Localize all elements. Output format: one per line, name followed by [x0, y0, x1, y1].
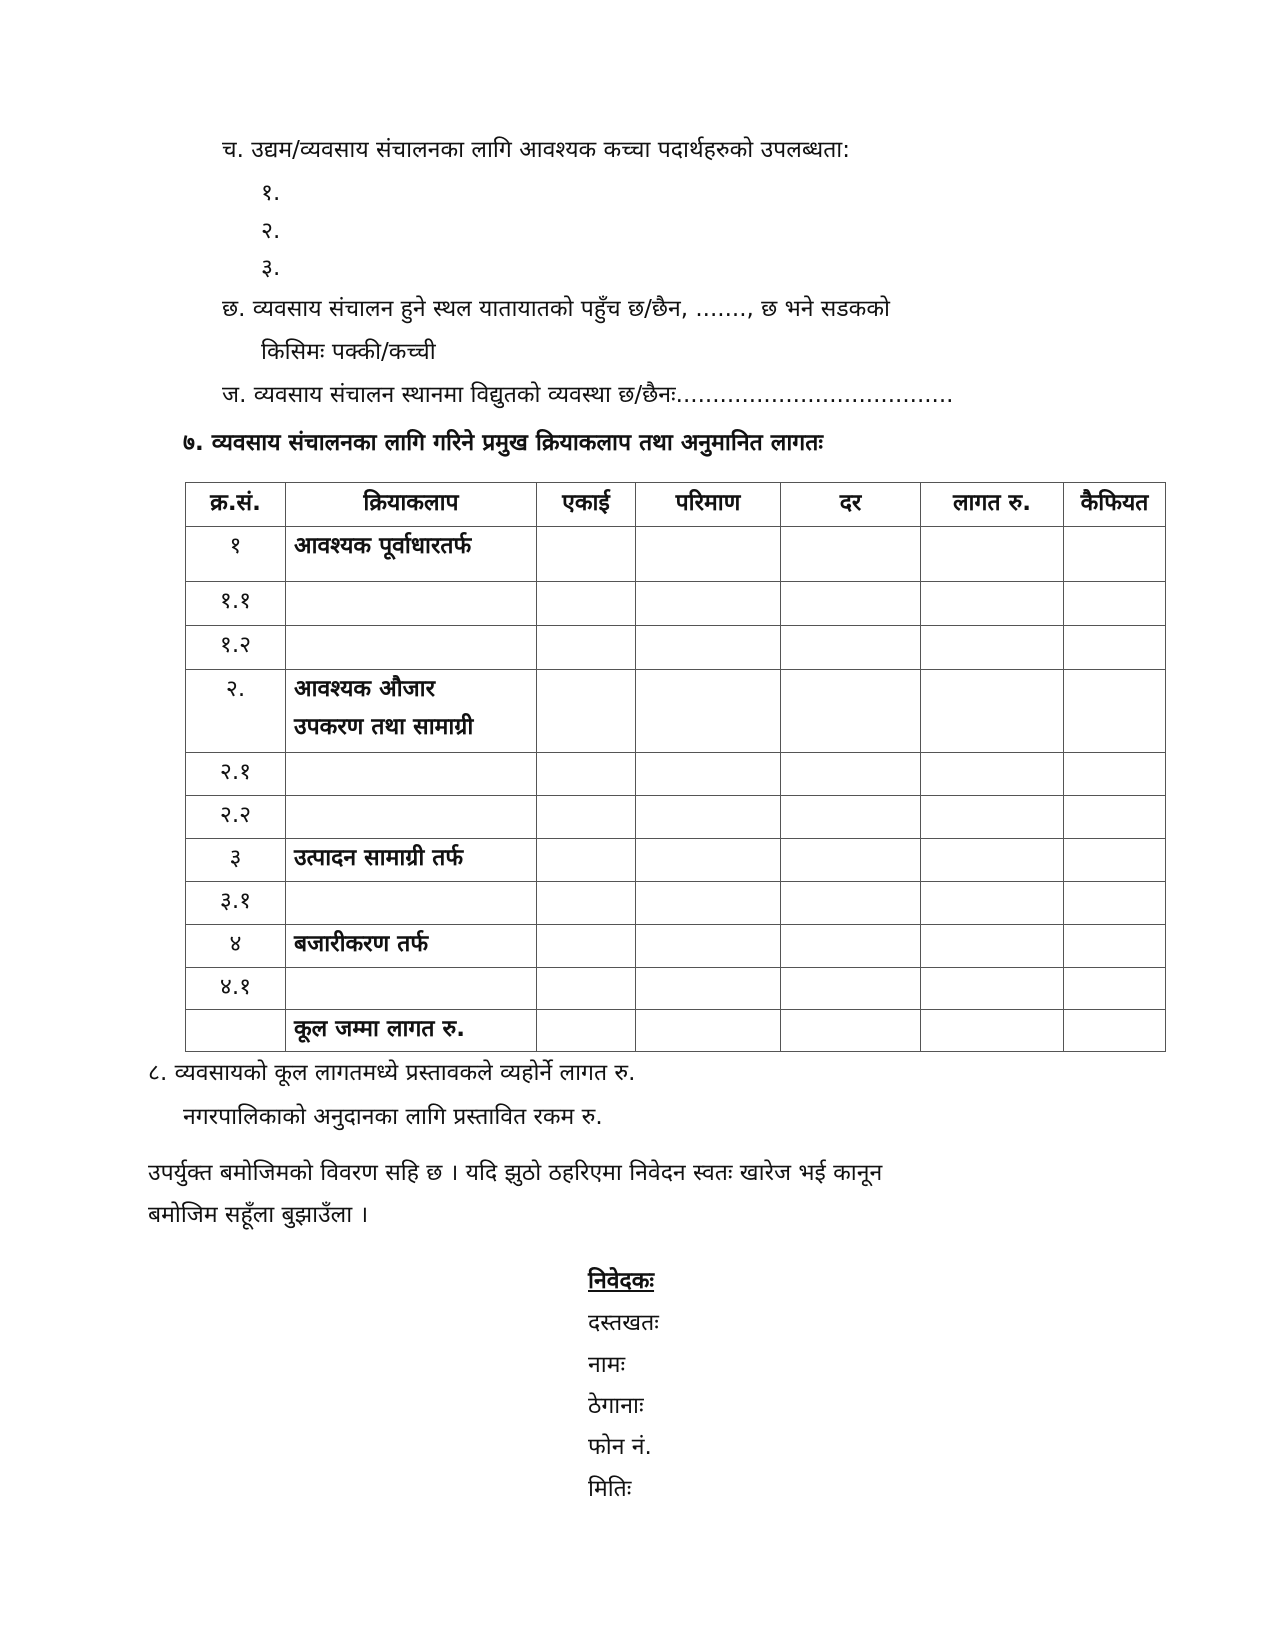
- cell-activity[interactable]: [286, 968, 537, 1010]
- table-row: [186, 527, 1166, 582]
- header-quantity: परिमाण: [636, 483, 781, 527]
- cell-quantity[interactable]: [636, 626, 781, 670]
- cell-serial-number: २.१: [186, 753, 286, 796]
- header-rate: दर: [781, 483, 921, 527]
- cell-unit[interactable]: [537, 527, 636, 582]
- cell-rate[interactable]: [781, 1010, 921, 1052]
- cell-quantity[interactable]: [636, 670, 781, 753]
- declaration-line-2: बमोजिम सहूँला बुझाउँला ।: [148, 1202, 369, 1228]
- cell-quantity[interactable]: [636, 753, 781, 796]
- cell-activity: आवश्यक पूर्वाधारतर्फ: [286, 527, 537, 582]
- cell-rate[interactable]: [781, 670, 921, 753]
- header-unit: एकाई: [537, 483, 636, 527]
- total-cost-label: कूल जम्मा लागत रु.: [286, 1010, 537, 1052]
- cell-serial-number: १.२: [186, 626, 286, 670]
- cell-cost[interactable]: [921, 796, 1064, 839]
- table-row: [186, 882, 1166, 925]
- cell-unit[interactable]: [537, 925, 636, 968]
- cell-unit[interactable]: [537, 753, 636, 796]
- cell-activity: उत्पादन सामाग्री तर्फ: [286, 839, 537, 882]
- cell-cost[interactable]: [921, 626, 1064, 670]
- cell-remarks[interactable]: [1064, 925, 1166, 968]
- cell-serial-number: ४.१: [186, 968, 286, 1010]
- cell-cost[interactable]: [921, 839, 1064, 882]
- cell-quantity[interactable]: [636, 796, 781, 839]
- cell-remarks[interactable]: [1064, 626, 1166, 670]
- cell-rate[interactable]: [781, 968, 921, 1010]
- table-row: [186, 753, 1166, 796]
- cell-cost[interactable]: [921, 925, 1064, 968]
- cell-rate[interactable]: [781, 753, 921, 796]
- cell-remarks[interactable]: [1064, 1010, 1166, 1052]
- cell-quantity[interactable]: [636, 1010, 781, 1052]
- cell-remarks[interactable]: [1064, 670, 1166, 753]
- cell-activity[interactable]: [286, 582, 537, 626]
- activities-cost-table: [185, 482, 1166, 1052]
- cell-remarks[interactable]: [1064, 753, 1166, 796]
- electricity-availability-label: ज. व्यवसाय संचालन स्थानमा विद्युतको व्यवस्था छ/छैनः......................................: [222, 382, 954, 408]
- cell-cost[interactable]: [921, 753, 1064, 796]
- table-total-row: [186, 1010, 1166, 1052]
- header-remarks: कैफियत: [1064, 483, 1166, 527]
- cell-cost[interactable]: [921, 670, 1064, 753]
- cell-serial-number: १: [186, 527, 286, 582]
- cell-serial-number: [186, 1010, 286, 1052]
- cell-activity: बजारीकरण तर्फ: [286, 925, 537, 968]
- table-row: [186, 968, 1166, 1010]
- proposer-cost-label: ८. व्यवसायको कूल लागतमध्ये प्रस्तावकले व्यहोर्ने लागत रु.: [148, 1060, 636, 1086]
- cell-rate[interactable]: [781, 796, 921, 839]
- signature-label: दस्तखतः: [588, 1310, 659, 1336]
- raw-material-item-3: ३.: [261, 255, 281, 281]
- cell-unit[interactable]: [537, 968, 636, 1010]
- cell-unit[interactable]: [537, 839, 636, 882]
- cell-activity[interactable]: [286, 626, 537, 670]
- cell-total-cost[interactable]: [921, 1010, 1064, 1052]
- activities-cost-heading: ७. व्यवसाय संचालनका लागि गरिने प्रमुख क्रियाकलाप तथा अनुमानित लागतः: [183, 430, 823, 456]
- cell-serial-number: ३: [186, 839, 286, 882]
- raw-material-item-2: २.: [261, 218, 281, 244]
- cell-unit[interactable]: [537, 796, 636, 839]
- cell-activity[interactable]: [286, 796, 537, 839]
- cell-unit[interactable]: [537, 582, 636, 626]
- cell-serial-number: २.: [186, 670, 286, 753]
- cell-remarks[interactable]: [1064, 882, 1166, 925]
- applicant-title: निवेदकः: [588, 1268, 655, 1294]
- cell-remarks[interactable]: [1064, 796, 1166, 839]
- header-cost: लागत रु.: [921, 483, 1064, 527]
- phone-number-label: फोन नं.: [588, 1434, 652, 1460]
- cell-remarks[interactable]: [1064, 839, 1166, 882]
- cell-quantity[interactable]: [636, 882, 781, 925]
- declaration-line-1: उपर्युक्त बमोजिमको विवरण सहि छ । यदि झुठो ठहरिएमा निवेदन स्वतः खारेज भई कानून: [148, 1160, 883, 1186]
- cell-rate[interactable]: [781, 626, 921, 670]
- cell-rate[interactable]: [781, 839, 921, 882]
- cell-quantity[interactable]: [636, 527, 781, 582]
- cell-quantity[interactable]: [636, 925, 781, 968]
- cell-activity-line-1: आवश्यक औजार: [294, 676, 436, 702]
- cell-unit[interactable]: [537, 626, 636, 670]
- cell-rate[interactable]: [781, 925, 921, 968]
- table-header-row: [186, 483, 1166, 527]
- table-row: [186, 626, 1166, 670]
- cell-activity[interactable]: [286, 753, 537, 796]
- cell-activity[interactable]: [286, 882, 537, 925]
- raw-material-availability-label: च. उद्यम/व्यवसाय संचालनका लागि आवश्यक कच्चा पदार्थहरुको उपलब्धता:: [222, 137, 851, 163]
- cell-cost[interactable]: [921, 968, 1064, 1010]
- cell-unit[interactable]: [537, 670, 636, 753]
- cell-activity-line-2: उपकरण तथा सामाग्री: [294, 714, 474, 740]
- header-activity: क्रियाकलाप: [286, 483, 537, 527]
- cell-unit[interactable]: [537, 882, 636, 925]
- table-row: [186, 839, 1166, 882]
- cell-cost[interactable]: [921, 527, 1064, 582]
- address-label: ठेगानाः: [588, 1393, 644, 1419]
- cell-quantity[interactable]: [636, 968, 781, 1010]
- cell-rate[interactable]: [781, 582, 921, 626]
- cell-remarks[interactable]: [1064, 527, 1166, 582]
- cell-quantity[interactable]: [636, 582, 781, 626]
- cell-rate[interactable]: [781, 527, 921, 582]
- name-label: नामः: [588, 1352, 626, 1378]
- cell-unit[interactable]: [537, 1010, 636, 1052]
- raw-material-item-1: १.: [261, 180, 281, 206]
- cell-rate[interactable]: [781, 882, 921, 925]
- cell-serial-number: ४: [186, 925, 286, 968]
- table-row: [186, 925, 1166, 968]
- municipality-grant-label: नगरपालिकाको अनुदानका लागि प्रस्तावित रकम रु.: [183, 1104, 603, 1130]
- cell-serial-number: ३.१: [186, 882, 286, 925]
- cell-serial-number: १.१: [186, 582, 286, 626]
- date-label: मितिः: [588, 1476, 632, 1502]
- cell-quantity[interactable]: [636, 839, 781, 882]
- cell-cost[interactable]: [921, 582, 1064, 626]
- road-type-label: किसिमः पक्की/कच्ची: [261, 339, 436, 365]
- cell-cost[interactable]: [921, 882, 1064, 925]
- cell-remarks[interactable]: [1064, 968, 1166, 1010]
- table-row: [186, 582, 1166, 626]
- table-row: [186, 670, 1166, 753]
- cell-activity: [286, 670, 537, 753]
- cell-serial-number: २.२: [186, 796, 286, 839]
- road-access-label: छ. व्यवसाय संचालन हुने स्थल यातायातको पहुँच छ/छैन, ......., छ भने सडकको: [222, 296, 890, 322]
- cell-remarks[interactable]: [1064, 582, 1166, 626]
- table-row: [186, 796, 1166, 839]
- header-serial-number: क्र.सं.: [186, 483, 286, 527]
